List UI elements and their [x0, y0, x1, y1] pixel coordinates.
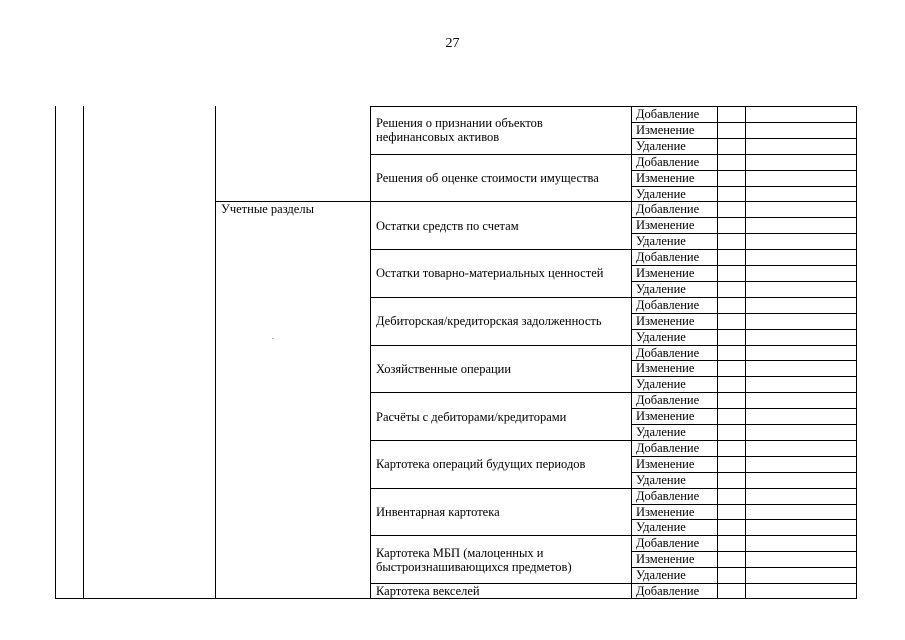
document-name: Дебиторская/кредиторская задолженность — [376, 314, 602, 329]
page-number: 27 — [445, 36, 460, 51]
action-label: Добавление — [636, 250, 700, 265]
column-border-3 — [370, 106, 371, 598]
action-label: Изменение — [636, 170, 695, 185]
section-label: Учетные разделы — [221, 201, 314, 216]
doc-block-border — [370, 345, 857, 346]
action-label: Изменение — [636, 361, 695, 376]
doc-block-border — [370, 106, 857, 107]
column-border-1 — [83, 106, 84, 598]
column-border-4 — [631, 106, 632, 598]
action-label: Добавление — [636, 393, 700, 408]
doc-block-border — [370, 297, 857, 298]
doc-block-border — [370, 154, 857, 155]
action-label: Добавление — [636, 345, 700, 360]
action-label: Изменение — [636, 266, 695, 280]
action-label: Удаление — [636, 520, 686, 535]
action-label: Добавление — [636, 154, 700, 169]
action-label: Добавление — [636, 202, 700, 217]
document-name: быстроизнашивающихся предметов) — [376, 559, 572, 574]
action-label: Изменение — [636, 313, 695, 328]
action-label: Удаление — [636, 377, 686, 392]
column-border-6 — [745, 106, 746, 598]
document-name: Картотека векселей — [376, 584, 480, 599]
document-name: Остатки средств по счетам — [376, 218, 519, 233]
action-label: Изменение — [636, 409, 695, 424]
column-border-5 — [717, 106, 718, 598]
column-border-7 — [856, 106, 857, 598]
doc-block-border — [370, 488, 857, 489]
action-label: Добавление — [636, 107, 700, 121]
action-label: Удаление — [636, 138, 686, 153]
action-label: Удаление — [636, 234, 686, 249]
document-name: Инвентарная картотека — [376, 504, 500, 519]
column-border-0 — [55, 106, 56, 598]
action-label: Удаление — [636, 329, 686, 344]
doc-block-border — [370, 392, 857, 393]
scan-speck — [272, 338, 274, 339]
action-label: Удаление — [636, 425, 686, 439]
action-label: Добавление — [636, 584, 700, 598]
action-label: Изменение — [636, 504, 695, 519]
document-name: Картотека МБП (малоценных и — [376, 545, 544, 560]
action-label: Добавление — [636, 488, 700, 503]
doc-block-border — [370, 440, 857, 441]
document-name: Решения об оценке стоимости имущества — [376, 171, 599, 186]
doc-block-border — [370, 535, 857, 536]
document-name: Решения о признании объектов — [376, 116, 543, 131]
action-label: Удаление — [636, 281, 686, 296]
doc-block-border — [370, 249, 857, 250]
action-label: Удаление — [636, 186, 686, 201]
action-label: Изменение — [636, 456, 695, 471]
action-label: Изменение — [636, 552, 695, 567]
column-border-2 — [215, 106, 216, 598]
document-name: нефинансовых активов — [376, 130, 500, 145]
action-label: Добавление — [636, 536, 700, 551]
action-label: Добавление — [636, 297, 700, 312]
action-label: Удаление — [636, 568, 686, 583]
document-name: Остатки товарно-материальных ценностей — [376, 266, 604, 281]
action-label: Добавление — [636, 440, 700, 455]
action-label: Изменение — [636, 122, 695, 137]
document-name: Картотека операций будущих периодов — [376, 457, 586, 472]
action-label: Удаление — [636, 472, 686, 487]
document-name: Расчёты с дебиторами/кредиторами — [376, 409, 567, 424]
document-name: Хозяйственные операции — [376, 361, 512, 376]
action-label: Изменение — [636, 218, 695, 233]
doc-block-border — [370, 201, 857, 202]
